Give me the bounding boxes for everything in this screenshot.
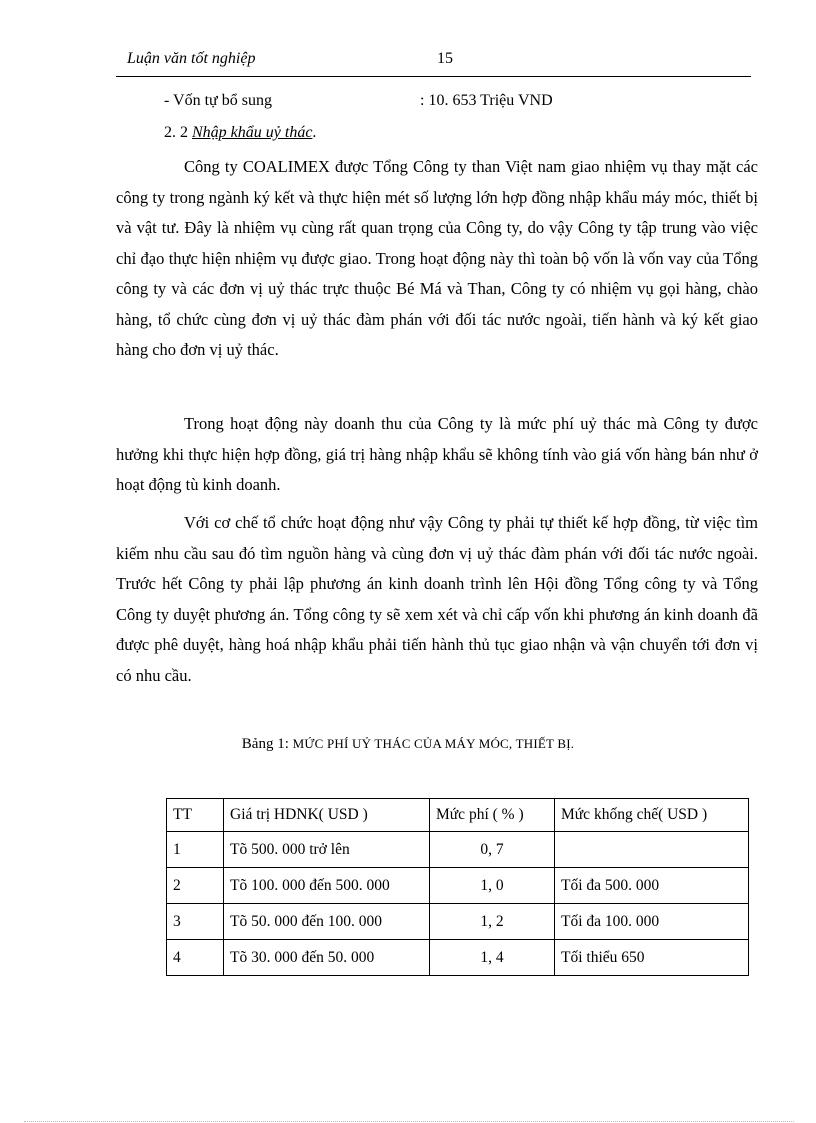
- cell-import-value: Tõ 50. 000 đến 100. 000: [224, 904, 430, 940]
- section-title: Nhập khẩu uỷ thác: [192, 124, 313, 141]
- section-heading: [164, 124, 316, 142]
- cell-cap: Tối thiểu 650: [555, 940, 749, 976]
- header-import-value: Giá trị HDNK( USD ): [224, 799, 430, 832]
- section-punct: .: [312, 124, 317, 141]
- cell-fee-rate: 0, 7: [430, 832, 555, 868]
- page-number: 15: [437, 50, 453, 67]
- cell-import-value: Tõ 100. 000 đến 500. 000: [224, 868, 430, 904]
- cell-tt: 3: [167, 904, 224, 940]
- table-header-row: [167, 799, 749, 832]
- table-row: [167, 904, 749, 940]
- cell-fee-rate: 1, 4: [430, 940, 555, 976]
- cell-tt: 1: [167, 832, 224, 868]
- header-rule: [116, 76, 751, 77]
- footer-line: [24, 1121, 794, 1122]
- cell-cap: Tối đa 500. 000: [555, 868, 749, 904]
- capital-value: : 10. 653 Triệu VND: [420, 92, 553, 109]
- header-tt: TT: [167, 799, 224, 832]
- table-row: [167, 832, 749, 868]
- table-row: [167, 868, 749, 904]
- header-fee-rate: Mức phí ( % ): [430, 799, 555, 832]
- fee-table: [166, 798, 749, 976]
- table-row: [167, 940, 749, 976]
- table-caption-text: MỨC PHÍ UỶ THÁC CỦA MÁY MÓC, THIẾT BỊ.: [292, 736, 575, 751]
- header-title: Luận văn tốt nghiệp: [127, 50, 256, 67]
- paragraph-entrusted-import: Công ty COALIMEX được Tổng Công ty than Việt nam giao nhiệm vụ thay mặt các công ty trong ngành ký kết và thực hiện mét số lượng lớn hợp đồng nhập khẩu máy móc, thiết bị và vật tư. Đây là nhiệm vụ cùng rất quan trọng của Công ty, do vậy Công ty tập trung vào việc chỉ đạo thực hiện nhiệm vụ được giao. Trong hoạt động này thì toàn bộ vốn là vốn vay của Tổng công ty và các đơn vị uỷ thác trực thuộc Bé Má và Than, Công ty có nhiệm vụ gọi hàng, chào hàng, tổ chức cùng đơn vị uỷ thác đàm phán với đối tác nước ngoài, tiến hành và ký kết giao hàng cho đơn vị uỷ thác.: [116, 157, 758, 359]
- paragraph-revenue: Trong hoạt động này doanh thu của Công ty là mức phí uỷ thác mà Công ty được hưởng khi thực hiện hợp đồng, giá trị hàng nhập khẩu sẽ không tính vào giá vốn hàng bán như ở hoạt động tù kinh doanh.: [116, 414, 758, 494]
- cell-fee-rate: 1, 2: [430, 904, 555, 940]
- cell-cap: [555, 832, 749, 868]
- table-caption-prefix: Bảng 1:: [241, 736, 293, 752]
- cell-import-value: Tõ 500. 000 trở lên: [224, 832, 430, 868]
- table-caption: [0, 736, 816, 753]
- capital-label: - Vốn tự bổ sung: [164, 92, 272, 109]
- cell-tt: 4: [167, 940, 224, 976]
- cell-fee-rate: 1, 0: [430, 868, 555, 904]
- cell-tt: 2: [167, 868, 224, 904]
- paragraph-mechanism: Với cơ chế tổ chức hoạt động như vậy Công ty phải tự thiết kế hợp đồng, từ việc tìm kiếm nhu cầu sau đó tìm nguồn hàng và cùng đơn vị uỷ thác đàm phán với đối tác nước ngoài. Trước hết Công ty phải lập phương án kinh doanh trình lên Hội đồng Tổng công ty và Tổng Công ty duyệt phương án. Tổng công ty sẽ xem xét và chỉ cấp vốn khi phương án kinh doanh đã được phê duyệt, hàng hoá nhập khẩu phải tiến hành thủ tục giao nhận và vận chuyển tới đơn vị có nhu cầu.: [116, 513, 758, 685]
- cell-import-value: Tõ 30. 000 đến 50. 000: [224, 940, 430, 976]
- header-cap: Mức khống chế( USD ): [555, 799, 749, 832]
- section-number: 2. 2: [164, 124, 192, 141]
- cell-cap: Tối đa 100. 000: [555, 904, 749, 940]
